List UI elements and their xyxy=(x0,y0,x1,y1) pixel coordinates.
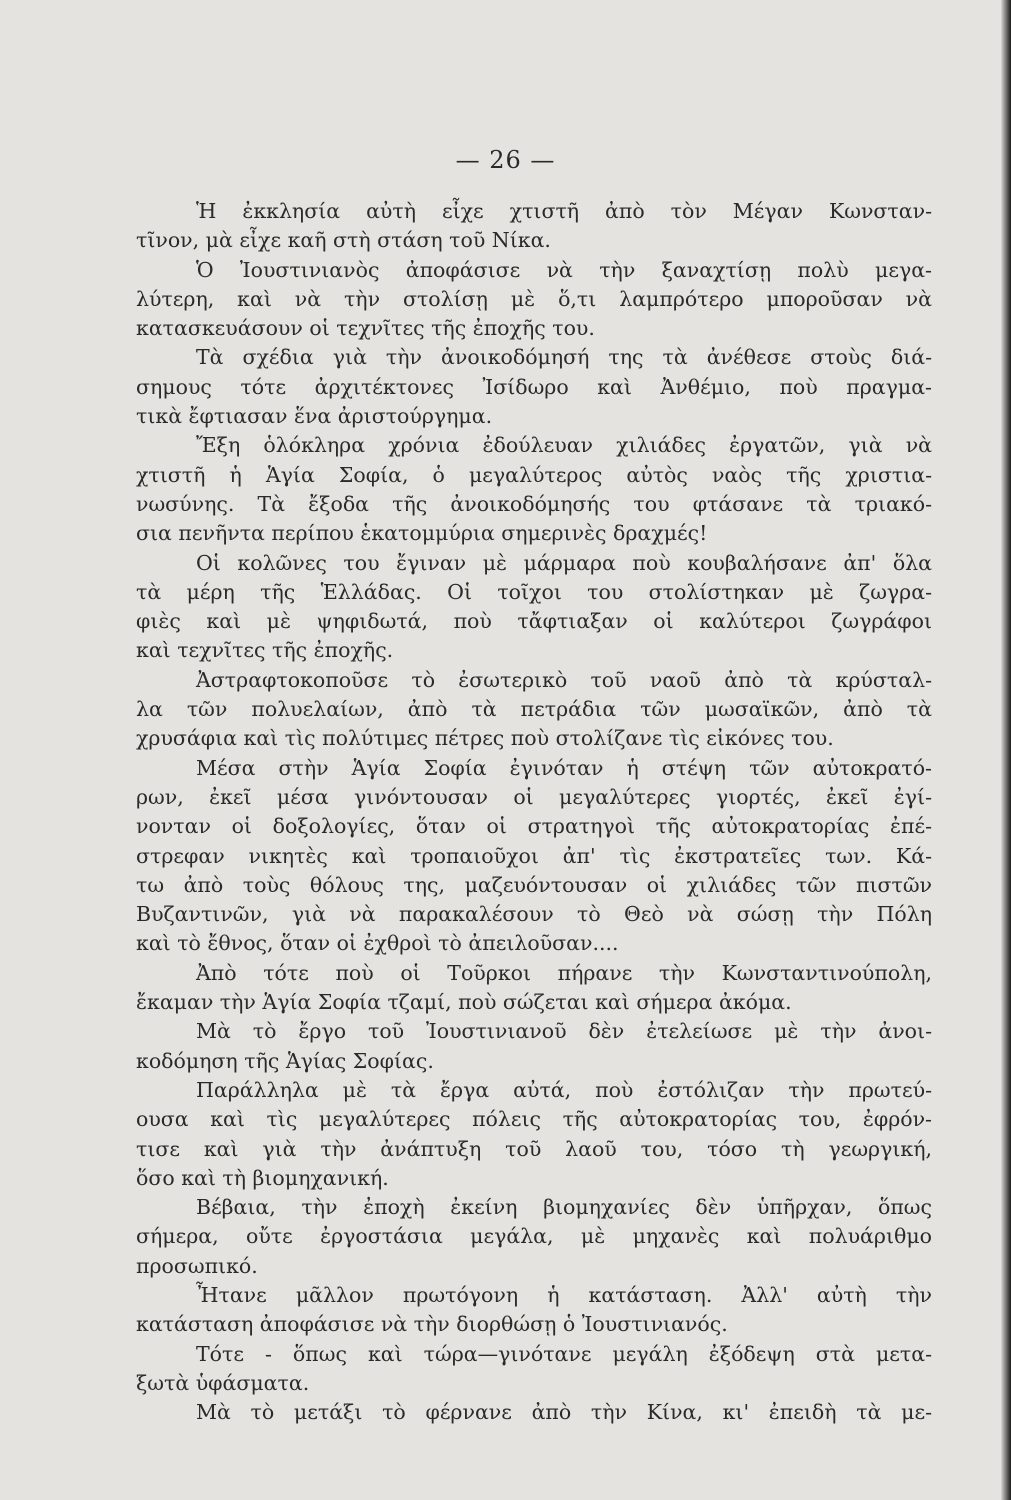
text-line: λύτερη, καὶ νὰ τὴν στολίσῃ μὲ ὅ,τι λαμπρότερο μποροῦσαν νὰ xyxy=(136,286,932,311)
text-line: τω ἀπὸ τοὺς θόλους της, μαζευόντουσαν οἱ χιλιάδες τῶν πιστῶν xyxy=(136,872,932,897)
text-line: σια πενῆντα περίπου ἑκατομμύρια σημερινὲς δραχμές! xyxy=(136,521,708,546)
text-line: κοδόμηση τῆς Ἁγίας Σοφίας. xyxy=(136,1048,434,1073)
text-line: Βυζαντινῶν, γιὰ νὰ παρακαλέσουν τὸ Θεὸ νὰ σώσῃ τὴν Πόλη xyxy=(136,902,932,927)
text-line: σήμερα, οὔτε ἐργοστάσια μεγάλα, μὲ μηχανὲς καὶ πολυάριθμο xyxy=(136,1224,932,1249)
text-line: Ἀστραφτοκοποῦσε τὸ ἐσωτερικὸ τοῦ ναοῦ ἀπὸ τὰ κρύσταλ- xyxy=(196,667,932,692)
text-line: Ἔξη ὁλόκληρα χρόνια ἐδούλευαν χιλιάδες ἐργατῶν, γιὰ νὰ xyxy=(196,433,932,458)
text-line: τισε καὶ γιὰ τὴν ἀνάπτυξη τοῦ λαοῦ του, τόσο τὴ γεωργική, xyxy=(136,1136,932,1161)
page-edge-shadow xyxy=(1001,0,1011,1500)
text-line: Μὰ τὸ μετάξι τὸ φέρνανε ἀπὸ τὴν Κίνα, κι' ἐπειδὴ τὰ με- xyxy=(196,1400,932,1425)
text-line: σημους τότε ἀρχιτέκτονες Ἰσίδωρο καὶ Ἀνθέμιο, ποὺ πραγμα- xyxy=(136,374,932,399)
text-line: Παράλληλα μὲ τὰ ἔργα αὐτά, ποὺ ἐστόλιζαν τὴν πρωτεύ- xyxy=(196,1077,932,1102)
text-line: ξωτὰ ὑφάσματα. xyxy=(136,1370,310,1395)
text-line: κατασκευάσουν οἱ τεχνῖτες τῆς ἐποχῆς του. xyxy=(136,316,595,341)
text-line: ὅσο καὶ τὴ βιομηχανική. xyxy=(136,1165,389,1190)
text-line: καὶ τὸ ἔθνος, ὅταν οἱ ἐχθροὶ τὸ ἀπειλοῦσαν.... xyxy=(136,931,619,956)
text-line: Βέβαια, τὴν ἐποχὴ ἐκείνη βιομηχανίες δὲν ὑπῆρχαν, ὅπως xyxy=(196,1195,932,1220)
text-line: Οἱ κολῶνες του ἔγιναν μὲ μάρμαρα ποὺ κουβαλήσανε ἀπ' ὅλα xyxy=(196,550,932,575)
text-line: καὶ τεχνῖτες τῆς ἐποχῆς. xyxy=(136,638,394,663)
text-line: Ἦτανε μᾶλλον πρωτόγονη ἡ κατάσταση. Ἀλλ' αὐτὴ τὴν xyxy=(196,1282,932,1307)
text-line: Μὰ τὸ ἔργο τοῦ Ἰουστινιανοῦ δὲν ἐτελείωσε μὲ τὴν ἀνοι- xyxy=(196,1019,932,1044)
text-line: νονταν οἱ δοξολογίες, ὅταν οἱ στρατηγοὶ τῆς αὐτοκρατορίας ἐπέ- xyxy=(136,814,932,839)
body-text xyxy=(136,197,932,1427)
text-line: στρεφαν νικητὲς καὶ τροπαιοῦχοι ἀπ' τὶς ἐκστρατεῖες των. Κά- xyxy=(136,843,932,868)
text-line: προσωπικό. xyxy=(136,1253,258,1278)
text-line: τικὰ ἔφτιασαν ἕνα ἀριστούργημα. xyxy=(136,404,493,429)
text-line: Τὰ σχέδια γιὰ τὴν ἀνοικοδόμησή της τὰ ἀνέθεσε στοὺς διά- xyxy=(196,345,932,370)
text-line: ἔκαμαν τὴν Ἁγία Σοφία τζαμί, ποὺ σώζεται καὶ σήμερα ἀκόμα. xyxy=(136,990,792,1015)
text-line: κατάσταση ἀποφάσισε νὰ τὴν διορθώσῃ ὁ Ἰουστινιανός. xyxy=(136,1312,728,1337)
text-line: χρυσάφια καὶ τὶς πολύτιμες πέτρες ποὺ στολίζανε τὶς εἰκόνες του. xyxy=(136,726,834,751)
text-line: χτιστῆ ἡ Ἁγία Σοφία, ὁ μεγαλύτερος αὐτὸς ναὸς τῆς χριστια- xyxy=(136,462,932,487)
page-number: — 26 — xyxy=(455,146,556,174)
text-line: Μέσα στὴν Ἁγία Σοφία ἐγινόταν ἡ στέψη τῶν αὐτοκρατό- xyxy=(196,755,932,780)
text-line: τὰ μέρη τῆς Ἑλλάδας. Οἱ τοῖχοι του στολίστηκαν μὲ ζωγρα- xyxy=(136,579,932,604)
text-line: Ἀπὸ τότε ποὺ οἱ Τοῦρκοι πήρανε τὴν Κωνσταντινούπολη, xyxy=(196,960,932,985)
text-line: Τότε - ὅπως καὶ τώρα—γινότανε μεγάλη ἐξόδεψη στὰ μετα- xyxy=(196,1341,932,1366)
text-line: τῖνον, μὰ εἶχε καῆ στὴ στάση τοῦ Νίκα. xyxy=(136,228,551,253)
text-line: λα τῶν πολυελαίων, ἀπὸ τὰ πετράδια τῶν μωσαϊκῶν, ἀπὸ τὰ xyxy=(136,697,932,722)
text-line: Ὁ Ἰουστινιανὸς ἀποφάσισε νὰ τὴν ξαναχτίσῃ πολὺ μεγα- xyxy=(196,257,932,282)
text-line: ρων, ἐκεῖ μέσα γινόντουσαν οἱ μεγαλύτερες γιορτές, ἐκεῖ ἐγί- xyxy=(136,784,932,809)
text-line: Ἡ ἐκκλησία αὐτὴ εἶχε χτιστῆ ἀπὸ τὸν Μέγαν Κωνσταν- xyxy=(196,199,932,223)
text-line: φιὲς καὶ μὲ ψηφιδωτά, ποὺ τἄφτιαξαν οἱ καλύτεροι ζωγράφοι xyxy=(136,609,932,634)
text-line: ουσα καὶ τὶς μεγαλύτερες πόλεις τῆς αὐτοκρατορίας του, ἐφρόν- xyxy=(136,1107,932,1132)
text-line: νωσύνης. Τὰ ἔξοδα τῆς ἀνοικοδόμησής του φτάσανε τὰ τριακό- xyxy=(136,491,932,516)
